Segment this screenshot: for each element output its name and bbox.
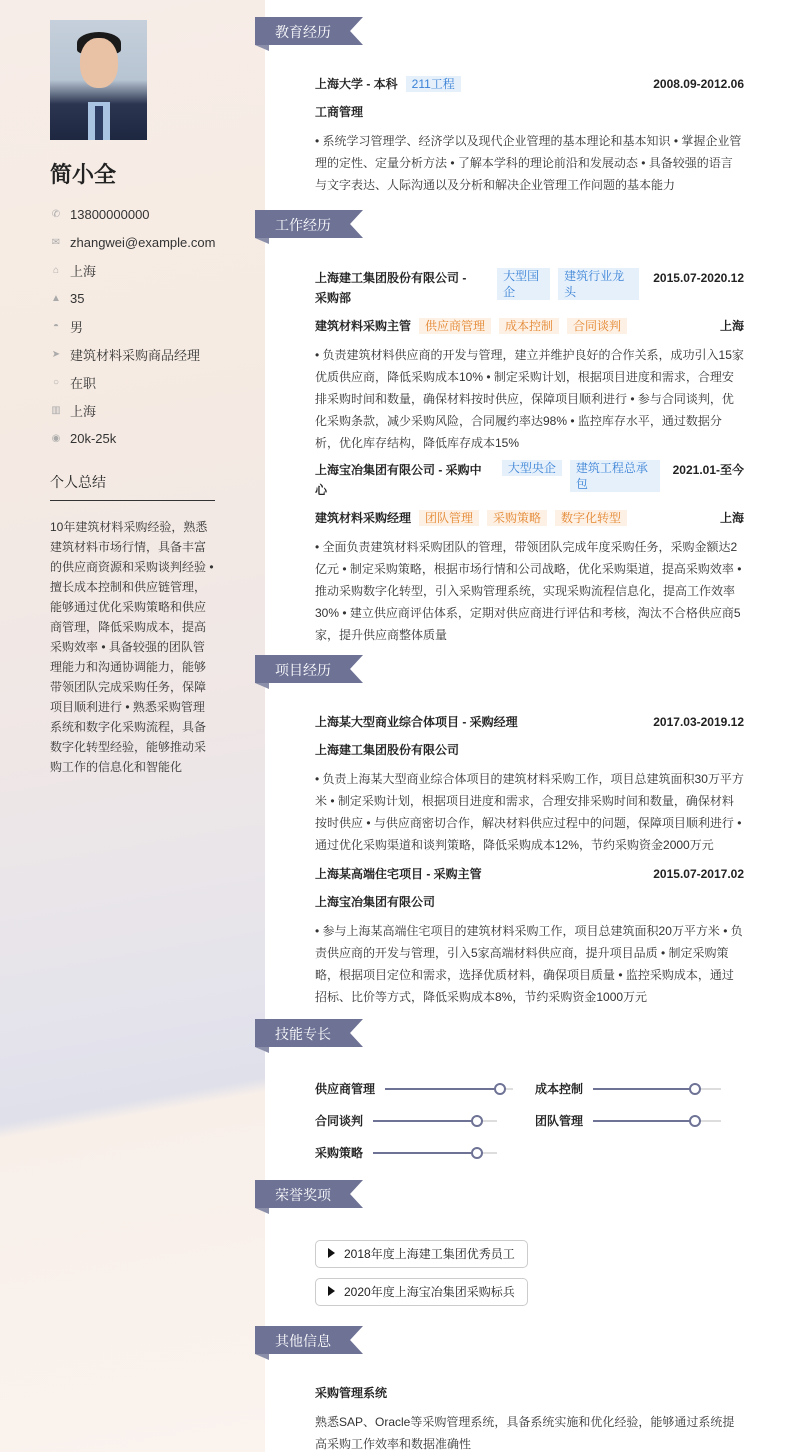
section-work (255, 210, 363, 238)
skill-tag: 采购策略 (487, 510, 547, 526)
description: • 负责建筑材料供应商的开发与管理，建立并维护良好的合作关系，成功引入15家优质供应商，降低采购成本10% • 制定采购计划，根据项目进度和需求，合理安排采购时间和数量，确保材料按时供应，保障项目顺利进行 • 参与合同谈判，优化采购条款，减少采购风险，合同履约率达98% • 监控库存水平，通过数据分析，优化库存结构，降低库存成本15% (315, 348, 744, 450)
salary-icon: ◉ (51, 432, 61, 444)
city: 上海 (70, 403, 97, 419)
location: 上海 (70, 263, 97, 279)
skill-tag: 团队管理 (419, 510, 479, 526)
phone: 13800000000 (70, 206, 150, 222)
skill-tag: 供应商管理 (419, 318, 491, 334)
date: 2015.07-2020.12 (653, 271, 744, 285)
work-item (315, 460, 744, 646)
home-icon: ⌂ (52, 264, 60, 276)
company: 上海宝冶集团有限公司 - 采购中心 (315, 463, 482, 497)
play-icon (328, 1248, 335, 1258)
skill-slider (593, 1088, 721, 1090)
date: 2015.07-2017.02 (653, 867, 744, 881)
location-row (50, 256, 215, 284)
date: 2017.03-2019.12 (653, 715, 744, 729)
section-title: 技能专长 (275, 1026, 331, 1042)
company-tag: 建筑行业龙头 (558, 268, 639, 300)
section-title: 教育经历 (275, 24, 331, 40)
school-tag: 211工程 (406, 76, 461, 92)
slider-knob (471, 1147, 483, 1159)
award-text: 2018年度上海建工集团优秀员工 (344, 1247, 515, 1261)
status: 在职 (70, 375, 97, 391)
skill-slider (373, 1152, 497, 1154)
company: 上海宝冶集团有限公司 (315, 895, 436, 909)
education-item (315, 74, 744, 196)
gender-row (50, 312, 215, 340)
slider-knob (471, 1115, 483, 1127)
section-skills (255, 1019, 363, 1047)
company-tag: 大型国企 (497, 268, 550, 300)
send-icon: ➤ (51, 348, 61, 360)
status-row (50, 368, 215, 396)
skill-slider (373, 1120, 497, 1122)
other-item (315, 1383, 744, 1455)
city-row (50, 396, 215, 424)
candidate-name: 简小全 (50, 162, 117, 187)
slider-knob (494, 1083, 506, 1095)
section-other (255, 1326, 363, 1354)
gender: 男 (70, 319, 84, 335)
major: 工商管理 (315, 105, 364, 119)
city: 上海 (719, 511, 744, 525)
sidebar (0, 0, 265, 1452)
company: 上海建工集团股份有限公司 (315, 743, 460, 757)
award-item[interactable] (315, 1240, 528, 1268)
project-item (315, 864, 744, 1008)
project-item (315, 712, 744, 856)
skill-name: 供应商管理 (315, 1082, 376, 1096)
position: 建筑材料采购商品经理 (70, 347, 201, 363)
description: 熟悉SAP、Oracle等采购管理系统，具备系统实施和优化经验，能够通过系统提高采购工作效率和数据准确性 (315, 1415, 735, 1451)
contact-info (50, 200, 215, 452)
section-title: 其他信息 (275, 1333, 331, 1349)
position-row (50, 340, 215, 368)
date: 2021.01-至今 (672, 463, 744, 477)
age-row (50, 284, 215, 312)
company-tag: 建筑工程总承包 (570, 460, 660, 492)
skill-name: 成本控制 (535, 1082, 584, 1096)
skill-name: 采购策略 (315, 1146, 364, 1160)
section-title: 项目经历 (275, 662, 331, 678)
email-row (50, 228, 215, 256)
project-name: 上海某高端住宅项目 - 采购主管 (315, 867, 482, 881)
skill-tag: 数字化转型 (555, 510, 627, 526)
skill-item (315, 1112, 497, 1129)
status-icon: ○ (52, 376, 60, 388)
phone-icon: ✆ (51, 208, 61, 220)
skill-item (315, 1144, 497, 1161)
salary: 20k-25k (70, 430, 117, 446)
company-tag: 大型央企 (502, 460, 562, 476)
skill-slider (385, 1088, 513, 1090)
skill-tag: 合同谈判 (567, 318, 627, 334)
description: • 系统学习管理学、经济学以及现代企业管理的基本理论和基本知识 • 掌握企业管理的定性、定量分析方法 • 了解本学科的理论前沿和发展动态 • 具备较强的语言与文字表达、人际沟通以及分析和解决企业管理工作问题的基本能力 (315, 134, 742, 192)
award-item[interactable] (315, 1278, 528, 1306)
skill-name: 合同谈判 (315, 1114, 364, 1128)
skill-item (535, 1080, 721, 1097)
award-text: 2020年度上海宝冶集团采购标兵 (344, 1285, 515, 1299)
section-awards (255, 1180, 363, 1208)
date: 2008.09-2012.06 (653, 77, 744, 91)
skill-item (535, 1112, 721, 1129)
description: • 全面负责建筑材料采购团队的管理，带领团队完成年度采购任务，采购金额达2亿元 • 制定采购策略，根据市场行情和公司战略，优化采购渠道，提高采购效率 • 推动采购数字化转型，引入采购管理系统，实现采购流程信息化，提高工作效率30% • 建立供应商评估体系，定期对供应商进行评估和考核，淘汰不合格供应商5家，提升供应商整体质量 (315, 540, 742, 642)
age: 35 (70, 290, 85, 306)
skill-name: 团队管理 (535, 1114, 584, 1128)
slider-knob (689, 1115, 701, 1127)
mail-icon: ✉ (51, 236, 61, 248)
skill-slider (593, 1120, 721, 1122)
company: 上海建工集团股份有限公司 - 采购部 (315, 271, 467, 305)
phone-row (50, 200, 215, 228)
section-title: 工作经历 (275, 217, 331, 233)
role: 建筑材料采购经理 (315, 511, 412, 525)
cake-icon: ▲ (51, 292, 61, 304)
school: 上海大学 - 本科 (315, 77, 398, 91)
section-title: 荣誉奖项 (275, 1187, 331, 1203)
project-name: 上海某大型商业综合体项目 - 采购经理 (315, 715, 518, 729)
description: • 负责上海某大型商业综合体项目的建筑材料采购工作，项目总建筑面积30万平方米 • 制定采购计划，根据项目进度和需求，合理安排采购时间和数量，确保材料按时供应 • 与供应商密切合作，解决材料供应过程中的问题，保障项目顺利进行 • 通过优化采购渠道和谈判策略，降低采购成本12%，节约采购资金2000万元 (315, 772, 744, 852)
summary-title: 个人总结 (50, 472, 215, 501)
avatar (50, 20, 147, 140)
play-icon (328, 1286, 335, 1296)
salary-row (50, 424, 215, 452)
work-item (315, 268, 744, 454)
slider-knob (689, 1083, 701, 1095)
building-icon: ▥ (51, 404, 61, 416)
role: 建筑材料采购主管 (315, 319, 412, 333)
section-projects (255, 655, 363, 683)
other-title: 采购管理系统 (315, 1386, 388, 1400)
section-education (255, 17, 363, 45)
skill-item (315, 1080, 513, 1097)
description: • 参与上海某高端住宅项目的建筑材料采购工作，项目总建筑面积20万平方米 • 负责供应商的开发与管理，引入5家高端材料供应商，提升项目品质 • 制定采购策略，根据项目定位和需求，选择优质材料，确保项目质量 • 监控采购成本，通过招标、比价等方式，降低采购成本8%，节约采购资金1000万元 (315, 924, 743, 1004)
city: 上海 (719, 319, 744, 333)
gender-icon: ◓ (52, 320, 60, 332)
summary-text: 10年建筑材料采购经验，熟悉建筑材料市场行情，具备丰富的供应商资源和采购谈判经验 • 擅长成本控制和供应链管理，能够通过优化采购策略和供应商管理，降低采购成本，提高采购效率 • 具备较强的团队管理能力和沟通协调能力，能够带领团队完成采购任务，保障项目顺利进行 • 熟悉采购管理系统和数字化采购流程，具备数字化转型经验，能够推动采购工作的信息化和智能化 (50, 520, 214, 774)
email: zhangwei@example.com (70, 234, 216, 250)
skill-tag: 成本控制 (499, 318, 559, 334)
